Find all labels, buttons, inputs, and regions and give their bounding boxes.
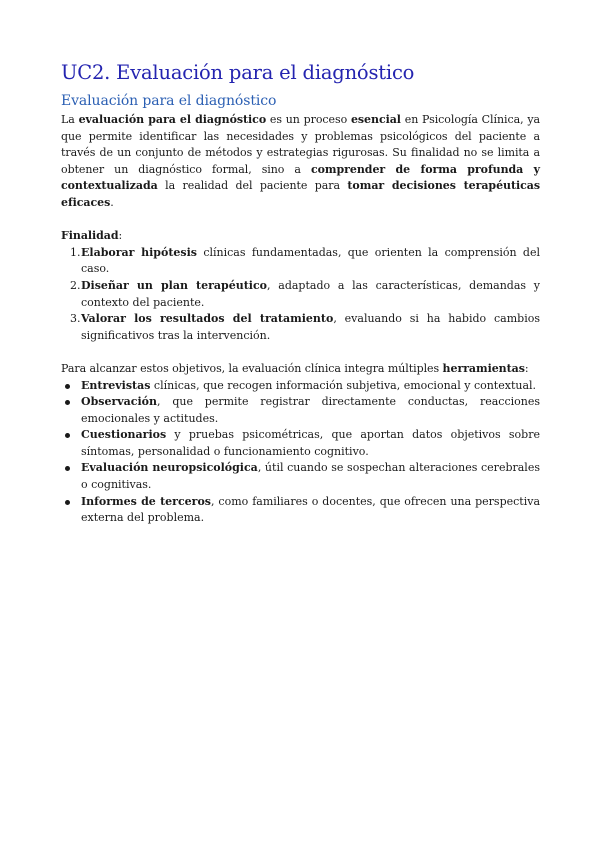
list-number: 1. (70, 245, 81, 259)
list-item (61, 394, 540, 427)
list-item-bold: Informes de terceros (81, 494, 211, 508)
finalidad-colon: : (118, 229, 123, 243)
list-item-bold: Elaborar hipótesis (81, 245, 197, 259)
intro-text: es un proceso (266, 113, 351, 126)
list-item-text: , como familiares o docentes, que ofrecen una perspectiva externa del problema. (81, 494, 540, 525)
finalidad-heading (61, 228, 540, 245)
list-item-bold: Evaluación neuropsicológica (81, 461, 258, 475)
list-item (61, 245, 540, 278)
bullet-icon (65, 500, 70, 505)
list-item-bold: Valorar los resultados del tratamiento (81, 312, 334, 326)
document-title: UC2. Evaluación para el diagnóstico (61, 61, 415, 84)
list-item (61, 378, 540, 395)
list-item (61, 311, 540, 344)
bullet-icon (65, 384, 70, 389)
herramientas-list (61, 378, 540, 527)
herramientas-colon: : (524, 361, 529, 375)
list-item (61, 427, 540, 460)
list-item-bold: Observación (81, 395, 157, 409)
intro-bold-term: evaluación para el diagnóstico (78, 113, 267, 126)
list-item-text: clínicas, que recogen información subjetiva, emocional y contextual. (150, 378, 537, 392)
list-item-bold: Entrevistas (81, 378, 151, 392)
list-item-text: , evaluando si ha habido cambios significativos tras la intervención. (81, 312, 540, 342)
intro-bold-term: tomar decisiones terapéuticas eficaces (61, 179, 540, 209)
intro-text: en Psicología Clínica, ya que permite identificar las necesidades y problemas psicológicos del paciente a través de un conjunto de métodos y estrategias rigurosas. Su finalidad no se limita a obtener un diagnóstico formal, sino a (61, 113, 541, 176)
list-item (61, 494, 540, 527)
list-item (61, 278, 540, 311)
intro-paragraph (61, 112, 540, 212)
list-item-text: clínicas fundamentadas, que orienten la comprensión del caso. (81, 245, 540, 276)
list-item-text: , que permite registrar directamente conductas, reacciones emocionales y actitudes. (81, 395, 540, 425)
list-item-text: , adaptado a las características, demandas y contexto del paciente. (81, 278, 541, 309)
bullet-icon (65, 400, 70, 405)
document-content (61, 60, 540, 527)
bullet-icon (65, 466, 70, 471)
list-number: 2. (70, 278, 81, 292)
list-item-bold: Diseñar un plan terapéutico (81, 278, 268, 292)
finalidad-list (61, 245, 540, 345)
herramientas-intro (61, 361, 540, 378)
intro-text: . (110, 195, 114, 209)
herramientas-intro-text: Para alcanzar estos objetivos, la evaluación clínica integra múltiples (61, 361, 443, 375)
herramientas-bold: herramientas (442, 361, 525, 375)
list-item-text: , útil cuando se sospechan alteraciones cerebrales o cognitivas. (81, 461, 540, 492)
list-item-text: y pruebas psicométricas, que aportan datos objetivos sobre síntomas, personalidad o funcionamiento cognitivo. (81, 428, 540, 458)
section-heading: Evaluación para el diagnóstico (61, 93, 277, 109)
finalidad-label: Finalidad (61, 229, 119, 243)
list-number: 3. (70, 312, 81, 326)
intro-text: La (61, 113, 79, 126)
bullet-icon (65, 433, 70, 438)
intro-bold-term: esencial (350, 113, 401, 126)
list-item (61, 460, 540, 493)
intro-text: la realidad del paciente para (157, 179, 348, 193)
intro-bold-term: comprender de forma profunda y contextualizada (61, 162, 540, 193)
list-item-bold: Cuestionarios (81, 428, 167, 442)
